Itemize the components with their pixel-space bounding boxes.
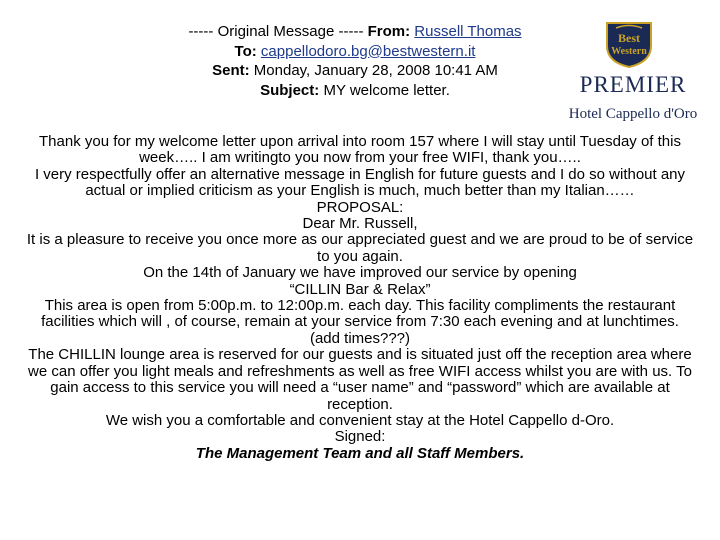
premier-wordmark: PREMIER — [579, 72, 687, 97]
signoff: The Management Team and all Staff Members. — [195, 444, 525, 462]
original-message-label: ----- Original Message ----- — [188, 23, 364, 40]
header-line-subject — [150, 81, 560, 101]
to-label: To: — [234, 42, 257, 60]
salutation: Dear Mr. Russell, — [302, 215, 418, 233]
header-line-from — [150, 22, 560, 42]
paragraph: Thank you for my welcome letter upon arrival into room 157 where I will stay until Tuesday of this week….. I am writingto you now from your free WIFI, thank you….. — [39, 133, 681, 167]
subject-value: MY welcome letter. — [323, 81, 450, 99]
venue-name: “CILLIN Bar & Relax” — [289, 280, 431, 298]
paragraph: The CHILLIN lounge area is reserved for our guests and is situated just off the reception area where we can offer you light meals and refreshments as well as free WIFI access whilst you are with us. To gain access to this service you will need a “user name” and “password” which are available at reception. — [28, 346, 692, 413]
proposal-heading: PROPOSAL: — [316, 198, 404, 216]
hotel-logo — [558, 18, 708, 130]
best-western-shield-icon — [604, 20, 654, 68]
header-line-to — [150, 42, 560, 62]
signed-label: Signed: — [334, 428, 386, 446]
from-link[interactable]: Russell Thomas — [414, 23, 522, 40]
paragraph: We wish you a comfortable and convenient stay at the Hotel Cappello d-Oro. — [105, 411, 615, 429]
email-header — [150, 22, 560, 100]
paragraph: I very respectfully offer an alternative message in English for future guests and I do so without any actual or implied criticism as your English is much, much better than my Italian…… — [34, 165, 686, 200]
to-email-link[interactable]: cappellodoro.bg@bestwestern.it — [260, 42, 476, 60]
letter-body — [26, 134, 694, 462]
header-line-sent — [150, 61, 560, 81]
shield-text-western: Western — [611, 46, 647, 57]
paragraph: It is a pleasure to receive you once more as our appreciated guest and we are proud to be of service to you again. — [26, 231, 694, 265]
from-label: From: — [367, 23, 411, 40]
paragraph: This area is open from 5:00p.m. to 12:00p.m. each day. This facility compliments the restaurant facilities which will , of course, remain at your service from 7:30 each evening and at lunchtimes. (add times???) — [41, 297, 679, 347]
sent-label: Sent: — [212, 62, 250, 79]
sent-value: Monday, January 28, 2008 10:41 AM — [253, 62, 498, 79]
hotel-name: Hotel Cappello d'Oro — [568, 106, 698, 122]
shield-text-best: Best — [618, 31, 640, 45]
paragraph: On the 14th of January we have improved our service by opening — [143, 264, 577, 282]
subject-label: Subject: — [260, 81, 320, 99]
